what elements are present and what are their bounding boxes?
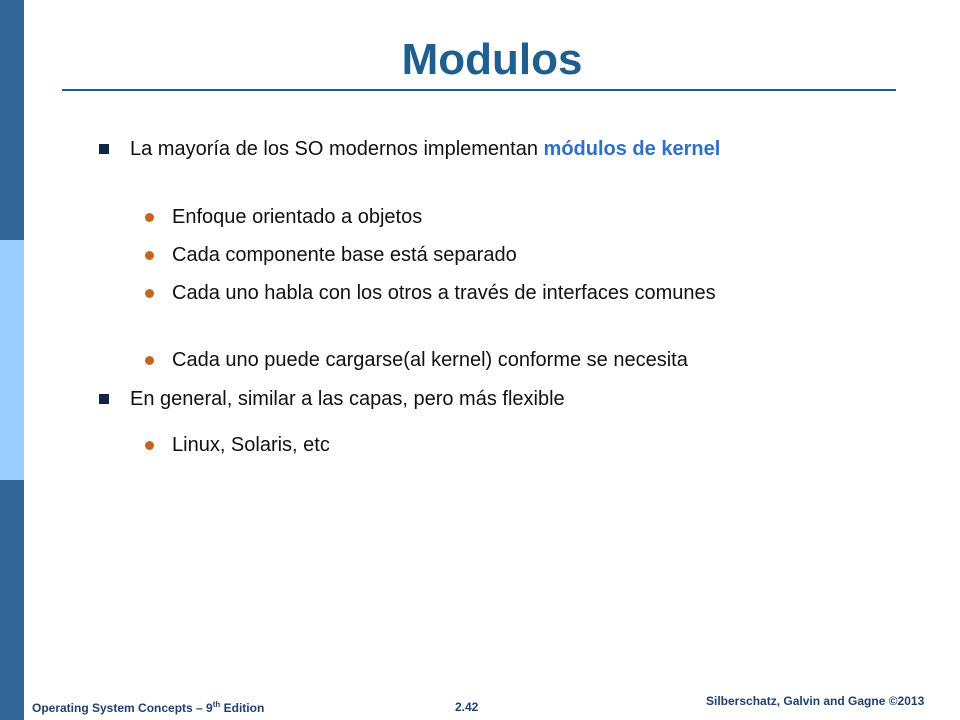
bullet-item (130, 136, 790, 163)
sidebar-stripe-top (0, 0, 24, 240)
square-bullet-icon (99, 394, 109, 404)
sub-bullet-item: Cada uno habla con los otros a través de interfaces comunes (172, 282, 716, 304)
bullet-text: La mayoría de los SO modernos implementan (130, 138, 544, 160)
round-bullet-icon (145, 213, 154, 222)
sidebar-stripe-middle (0, 240, 24, 480)
footer-edition-superscript: th (212, 700, 221, 709)
footer-authors: Silberschatz, Galvin and Gagne ©2013 (706, 694, 925, 708)
round-bullet-icon (145, 356, 154, 365)
footer-book-title-text: Operating System Concepts – 9 (32, 701, 213, 715)
sidebar-stripe-bottom (0, 480, 24, 720)
footer-edition-text: Edition (220, 701, 265, 715)
highlighted-term: módulos de kernel (543, 138, 721, 160)
slide-title: Modulos (401, 35, 583, 84)
sub-bullet-item: Cada uno puede cargarse(al kernel) conforme se necesita (172, 349, 688, 371)
sub-bullet-item: Linux, Solaris, etc (172, 434, 330, 456)
round-bullet-icon (145, 289, 154, 298)
title-underline (62, 89, 896, 91)
sub-bullet-item: Cada componente base está separado (172, 244, 517, 266)
round-bullet-icon (145, 251, 154, 260)
square-bullet-icon (99, 144, 109, 154)
footer-book-title (32, 700, 264, 715)
sub-bullet-item: Enfoque orientado a objetos (172, 206, 423, 228)
page-number: 2.42 (455, 700, 479, 714)
round-bullet-icon (145, 441, 154, 450)
bullet-item: En general, similar a las capas, pero más flexible (130, 388, 565, 410)
